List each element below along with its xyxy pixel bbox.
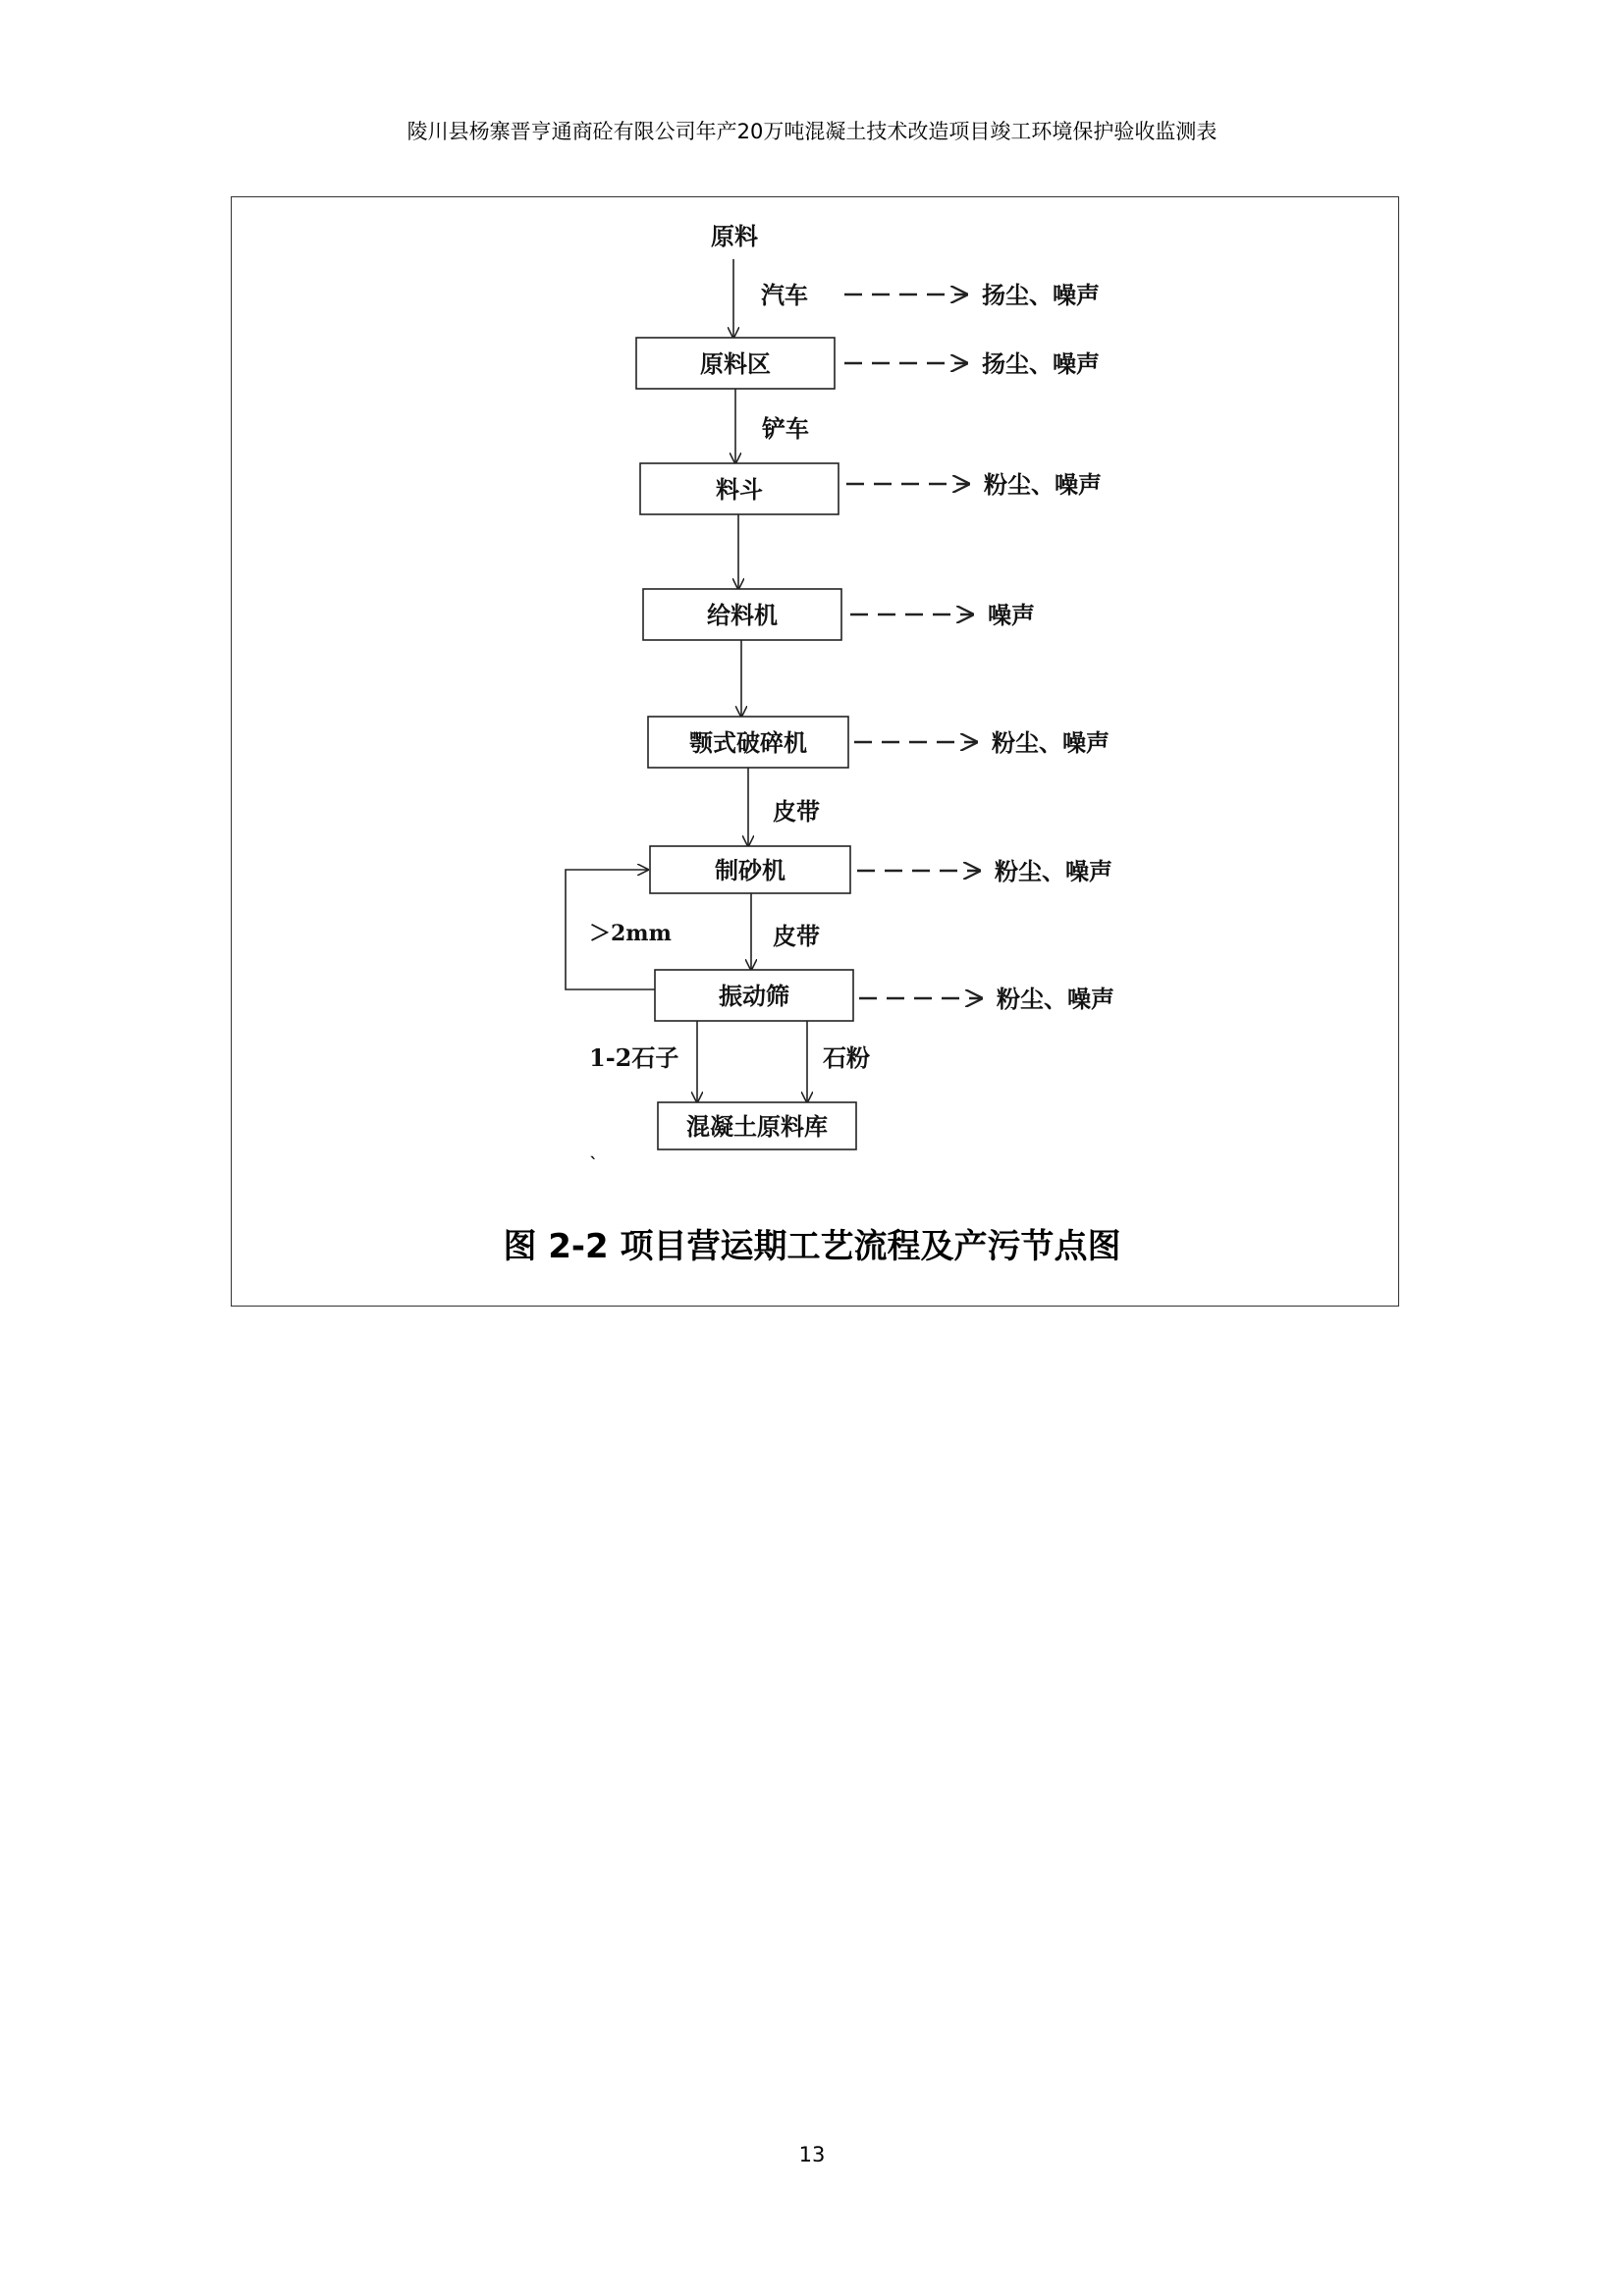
emission-crusher: 粉尘、噪声	[992, 728, 1110, 757]
emission-sand-maker: 粉尘、噪声	[995, 857, 1112, 885]
label-truck: 汽车	[761, 281, 808, 309]
label-loader: 铲车	[762, 414, 809, 443]
emission-hopper: 粉尘、噪声	[984, 470, 1102, 499]
stray-mark: `	[589, 1154, 598, 1175]
node-screen: 振动筛	[719, 982, 789, 1010]
node-sand-maker: 制砂机	[715, 856, 785, 884]
label-stone: 1-2石子	[589, 1043, 679, 1072]
label-return-loop: ＞2mm	[589, 921, 672, 946]
node-feeder: 给料机	[707, 601, 778, 629]
node-raw-area: 原料区	[700, 349, 771, 378]
label-powder: 石粉	[823, 1043, 870, 1072]
page-header: 陵川县杨寨晋亨通商砼有限公司年产20万吨混凝土技术改造项目竣工环境保护验收监测表	[406, 120, 1218, 143]
label-belt-1: 皮带	[773, 797, 820, 826]
figure-caption: 图 2-2 项目营运期工艺流程及产污节点图	[503, 1227, 1121, 1266]
emission-screen: 粉尘、噪声	[997, 985, 1114, 1013]
page-number: 13	[798, 2143, 826, 2166]
node-crusher: 颚式破碎机	[689, 728, 807, 757]
node-hopper: 料斗	[716, 475, 763, 504]
node-storage: 混凝土原料库	[686, 1112, 828, 1141]
emission-truck: 扬尘、噪声	[982, 281, 1100, 309]
start-label: 原料	[711, 222, 758, 250]
label-belt-2: 皮带	[773, 922, 820, 950]
emission-raw-area: 扬尘、噪声	[982, 349, 1100, 378]
emission-feeder: 噪声	[988, 601, 1035, 629]
